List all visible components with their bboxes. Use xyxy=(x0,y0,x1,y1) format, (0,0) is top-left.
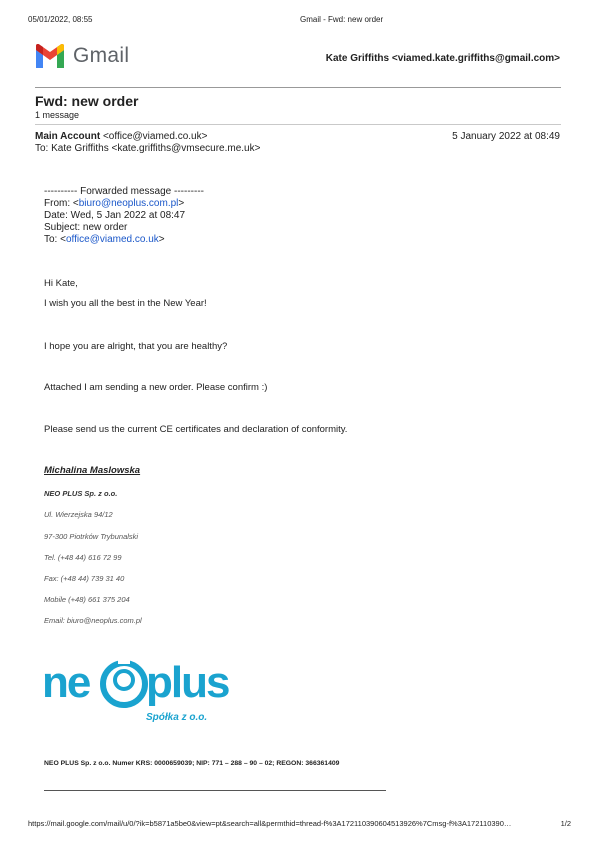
message-recipient: To: Kate Griffiths <kate.griffiths@vmsecure.me.uk> xyxy=(35,143,261,154)
page-url: https://mail.google.com/mail/u/0/?ik=b5871a5be0&view=pt&search=all&permthid=thread-f%3A1721103906045139​26%7Cmsg-f%3A172110390… xyxy=(28,819,512,828)
signature-company: NEO PLUS Sp. z o.o. xyxy=(44,489,118,498)
forwarded-subject: Subject: new order xyxy=(44,222,128,233)
gmail-logo xyxy=(34,44,129,68)
forwarded-to-link[interactable]: office@viamed.co.uk xyxy=(65,234,159,245)
message-date: 5 January 2022 at 08:49 xyxy=(452,131,560,142)
gmail-wordmark: Gmail xyxy=(73,44,130,67)
print-title: Gmail - Fwd: new order xyxy=(300,15,384,24)
body-paragraph: I wish you all the best in the New Year! xyxy=(44,298,207,309)
thread-divider xyxy=(35,124,561,125)
signature-divider xyxy=(44,790,386,791)
company-registry: NEO PLUS Sp. z o.o. Numer KRS: 0000659039; NIP: 771 – 288 – 90 – 02; REGON: 366361409 xyxy=(44,760,340,767)
signature-name: Michalina Maslowska xyxy=(44,465,141,476)
forwarded-marker: ---------- Forwarded message --------- xyxy=(44,186,204,197)
logo-tagline: Spółka z o.o. xyxy=(146,712,208,723)
message-count: 1 message xyxy=(35,110,80,120)
page-number: 1/2 xyxy=(560,819,571,828)
body-paragraph: Please send us the current CE certificates and declaration of conformity. xyxy=(44,424,348,435)
account-owner: Kate Griffiths <viamed.kate.griffiths@gmail.com> xyxy=(325,53,560,64)
thread-subject: Fwd: new order xyxy=(35,93,139,109)
signature-fax: Fax: (+48 44) 739 31 40 xyxy=(44,574,125,583)
forwarded-to: To: <office@viamed.co.uk> xyxy=(44,234,165,245)
gmail-m-icon xyxy=(34,44,66,68)
body-paragraph: I hope you are alright, that you are healthy? xyxy=(44,341,228,352)
signature-city: 97-300 Piotrków Trybunalski xyxy=(44,532,139,541)
neoplus-logo xyxy=(42,650,242,728)
forwarded-date: Date: Wed, 5 Jan 2022 at 08:47 xyxy=(44,210,186,221)
signature-street: Ul. Wierzejska 94/12 xyxy=(44,510,113,519)
logo-word-left: ne xyxy=(42,658,90,707)
signature-email: Email: biuro@neoplus.com.pl xyxy=(44,616,142,625)
forwarded-from-link[interactable]: biuro@neoplus.com.pl xyxy=(78,198,179,209)
body-paragraph: Attached I am sending a new order. Please confirm :) xyxy=(44,382,268,393)
sender-email: <office@viamed.co.uk> xyxy=(102,131,208,142)
body-paragraph: Hi Kate, xyxy=(44,278,78,289)
logo-word-right: plus xyxy=(146,658,229,707)
print-date: 05/01/2022, 08:55 xyxy=(28,15,93,24)
signature-tel: Tel. (+48 44) 616 72 99 xyxy=(44,553,122,562)
sender-name: Main Account xyxy=(35,131,101,142)
swirl-icon xyxy=(100,654,148,712)
header-divider xyxy=(35,87,561,88)
message-sender xyxy=(35,131,207,143)
signature-mobile: Mobile (+48) 661 375 204 xyxy=(44,595,130,604)
forwarded-from: From: <biuro@neoplus.com.pl> xyxy=(44,198,185,209)
